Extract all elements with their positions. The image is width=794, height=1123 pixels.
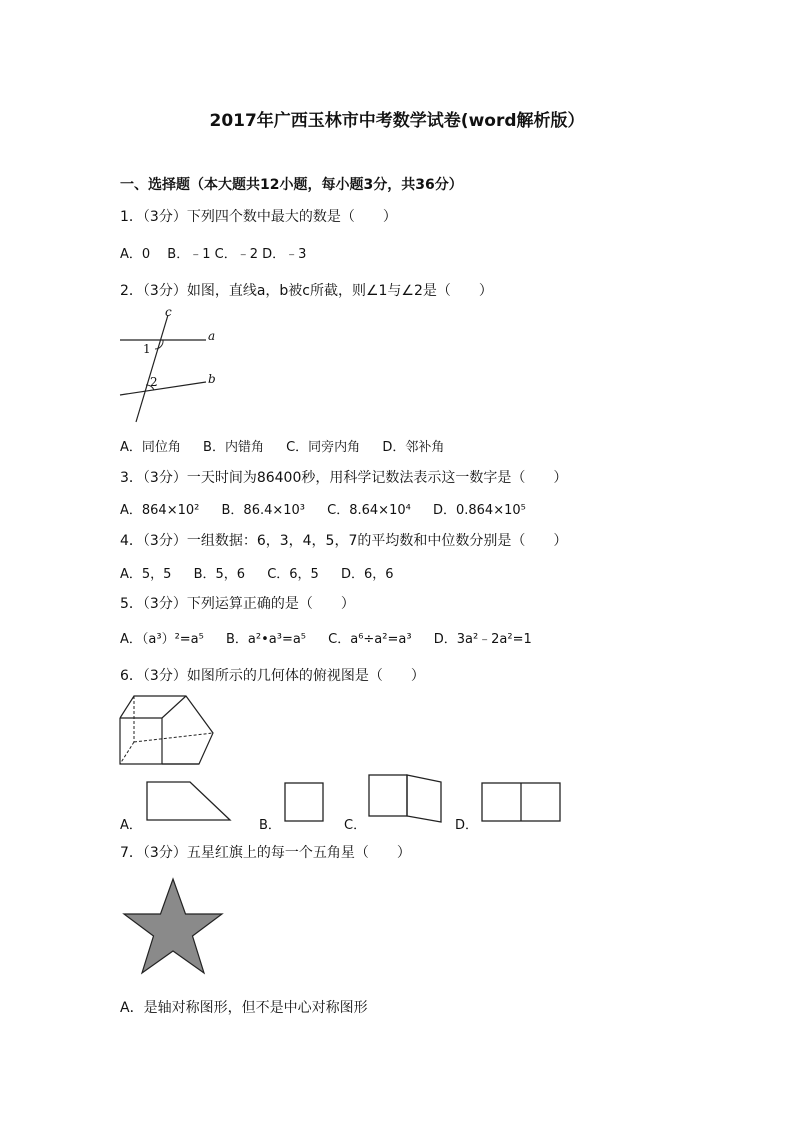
label-b: b [208,372,216,386]
option-d: D．6，6 [340,567,394,582]
question-6-stem: 6．（3分）如图所示的几何体的俯视图是（ ） [120,668,425,684]
question-7-option-a: A．是轴对称图形，但不是中心对称图形 [120,1000,368,1016]
option-d: D．0.864×10⁵ [432,503,526,518]
five-pointed-star [120,876,226,981]
line-c [136,315,168,422]
section-heading: 一、选择题（本大题共12小题，每小题3分，共36分） [120,177,463,193]
option-d: D．3a²﹣2a²=1 [433,632,532,647]
option-a-trapezoid [145,780,235,825]
option-b: B．5，6 [193,567,246,582]
question-5-stem: 5．（3分）下列运算正确的是（ ） [120,596,355,612]
question-4-stem: 4．（3分）一组数据：6，3，4，5，7的平均数和中位数分别是（ ） [120,533,568,549]
line-b [120,382,206,395]
question-5-options [120,628,550,647]
option-c: C．8.64×10⁴ [327,503,411,518]
option-c-shape [368,774,448,826]
question-2-figure [118,305,228,425]
option-a: A．同位角 [120,440,181,455]
option-c: C．6，5 [267,567,319,582]
question-6-option-c-letter: C． [344,818,367,833]
option-b: B．a²•a³=a⁵ [226,632,307,647]
option-b: B．86.4×10³ [221,503,306,518]
option-b-square [284,782,329,827]
option-d-double-square [481,782,566,827]
option-c: C．a⁶÷a²=a³ [328,632,412,647]
question-2-options [120,436,462,455]
question-3-stem: 3．（3分）一天时间为86400秒，用科学记数法表示这一数字是（ ） [120,470,568,486]
option-c: C．同旁内角 [286,440,361,455]
label-angle-1: 1 [143,342,151,356]
label-a: a [208,329,216,343]
option-a: A．864×10² [120,503,200,518]
option-a: A．5，5 [120,567,172,582]
question-3-options [120,499,544,518]
question-6-option-d-letter: D． [455,818,479,833]
solid-figure [118,692,218,767]
question-6-option-a-letter: A． [120,818,142,833]
label-angle-2: 2 [150,375,158,389]
question-7-stem: 7．（3分）五星红旗上的每一个五角星（ ） [120,845,411,861]
page-title: 2017年广西玉林市中考数学试卷(word解析版） [209,111,585,131]
option-b: B．内错角 [203,440,264,455]
question-1-options: A．0 B．﹣1 C．﹣2 D．﹣3 [120,247,307,262]
option-a: A．（a³）²=a⁵ [120,632,204,647]
question-4-options [120,563,412,582]
label-c: c [165,305,172,319]
parallel-lines-diagram [118,305,228,425]
question-6-option-b-letter: B． [259,818,281,833]
question-2-stem: 2．（3分）如图，直线a，b被c所截，则∠1与∠2是（ ） [120,283,493,299]
option-d: D．邻补角 [382,440,445,455]
question-1-stem: 1．（3分）下列四个数中最大的数是（ ） [120,209,397,225]
